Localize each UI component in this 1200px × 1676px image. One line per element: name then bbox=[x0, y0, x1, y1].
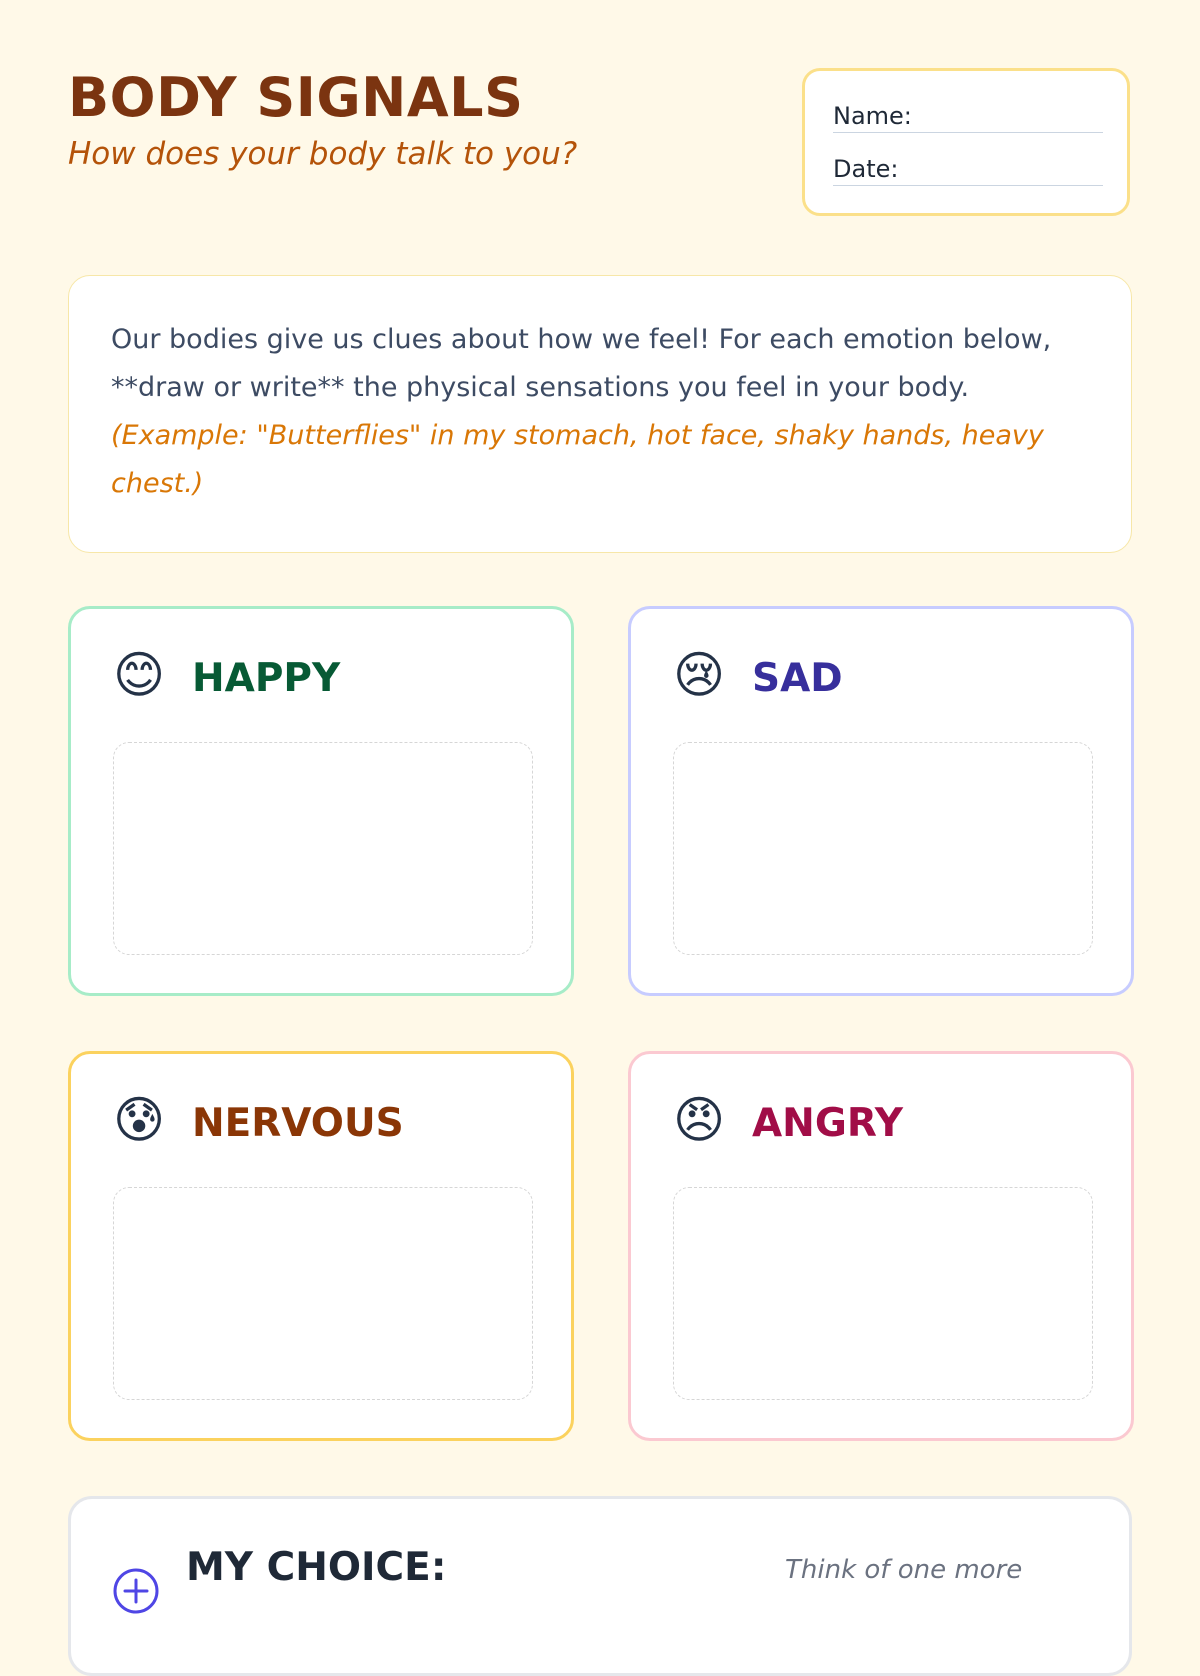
nervous-title: NERVOUS bbox=[192, 1101, 404, 1146]
my-choice-hint: Think of one more bbox=[785, 1555, 1023, 1585]
date-label: Date: bbox=[833, 155, 899, 183]
plus-circle-icon bbox=[111, 1566, 161, 1616]
instructions-box bbox=[68, 275, 1132, 553]
happy-title: HAPPY bbox=[192, 656, 341, 701]
sad-card bbox=[628, 606, 1134, 996]
happy-card bbox=[68, 606, 574, 996]
instructions-example: (Example: "Butterflies" in my stomach, hot face, shaky hands, heavy chest.) bbox=[111, 420, 1044, 499]
name-field[interactable] bbox=[833, 102, 1103, 133]
happy-drawing-area[interactable] bbox=[113, 742, 533, 955]
angry-face-icon: 😠 bbox=[672, 1091, 726, 1149]
crying-face-icon: 😢 bbox=[672, 646, 726, 704]
name-date-box bbox=[802, 68, 1130, 216]
name-label: Name: bbox=[833, 102, 912, 130]
nervous-card bbox=[68, 1051, 574, 1441]
my-choice-title: MY CHOICE: bbox=[186, 1545, 447, 1590]
date-field[interactable] bbox=[833, 155, 1103, 186]
angry-card bbox=[628, 1051, 1134, 1441]
page-title: BODY SIGNALS bbox=[68, 66, 524, 129]
nervous-drawing-area[interactable] bbox=[113, 1187, 533, 1400]
angry-drawing-area[interactable] bbox=[673, 1187, 1093, 1400]
anxious-face-icon: 😰 bbox=[112, 1091, 166, 1149]
sad-drawing-area[interactable] bbox=[673, 742, 1093, 955]
sad-title: SAD bbox=[752, 656, 843, 701]
my-choice-card bbox=[68, 1496, 1132, 1676]
smiling-face-icon: 😊 bbox=[112, 646, 166, 704]
page-subtitle: How does your body talk to you? bbox=[68, 136, 578, 172]
instructions-text: Our bodies give us clues about how we feel! For each emotion below, **draw or write** the physical sensations you feel in your body. bbox=[111, 324, 1052, 403]
angry-title: ANGRY bbox=[752, 1101, 903, 1146]
